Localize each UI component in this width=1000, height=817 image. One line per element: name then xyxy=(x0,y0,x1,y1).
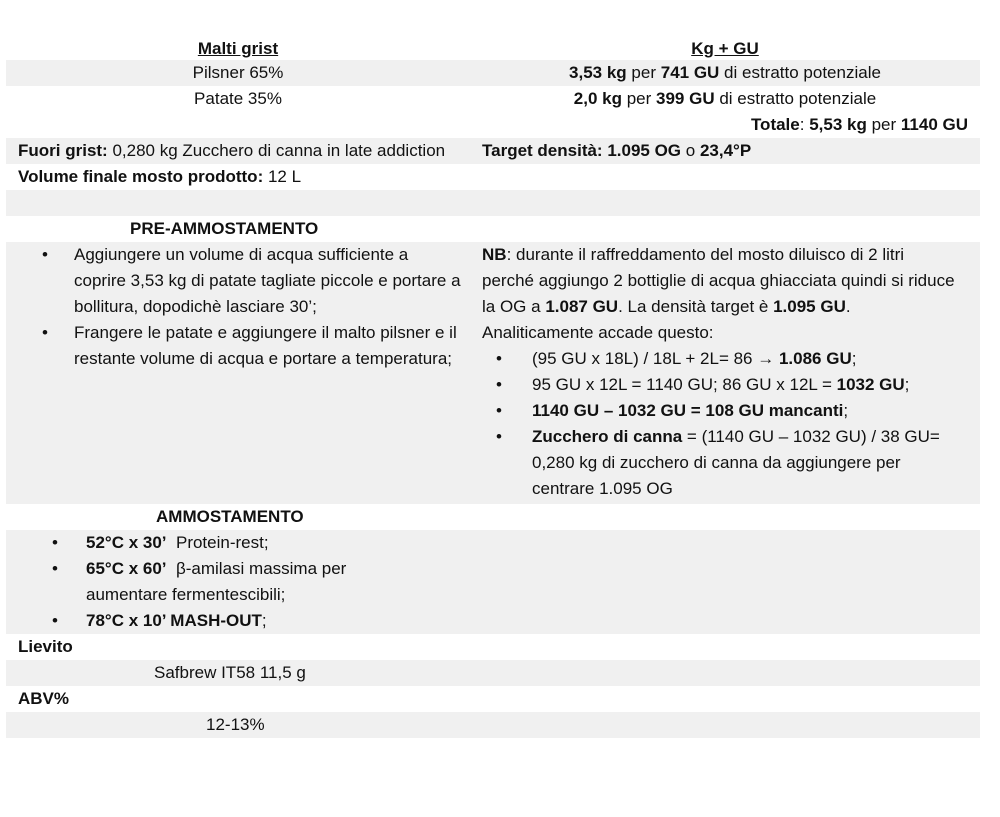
malt-name: Patate 35% xyxy=(194,89,282,108)
grist-row xyxy=(6,60,980,86)
lievito-label-row xyxy=(6,634,980,660)
bullet-icon: • xyxy=(496,375,502,394)
abv-label-row xyxy=(6,686,980,712)
ammostamento-title: AMMOSTAMENTO xyxy=(156,507,304,526)
lievito-label: Lievito xyxy=(18,637,73,656)
lievito-value-row xyxy=(6,660,980,686)
bullet-icon: • xyxy=(42,245,48,264)
malt-amount: 3,53 kg per 741 GU di estratto potenziale xyxy=(569,63,881,82)
list-item: • 95 GU x 12L = 1140 GU; 86 GU x 12L = 1032 GU; xyxy=(470,372,960,398)
abv-value-row xyxy=(6,712,980,738)
grist-header-row xyxy=(6,36,980,60)
spacer-row xyxy=(6,190,980,216)
target-density: Target densità: 1.095 OG o 23,4°P xyxy=(482,141,752,160)
nb-note: NB: durante il raffreddamento del mosto diluisco di 2 litri perché aggiungo 2 bottiglie di acqua ghiacciata quindi si riduce la OG a 1.087 GU. La densità target è 1.095 GU. Analiticamente accade questo: • (95 GU x 18L) / 18L + 2L= 86 → 1.086 GU; • 95 GU x 12L = 1140 GU; 86 GU x 12L = 1032 GU; • 1140 GU – 1032 GU = 108 GU mancanti; • Zucchero di canna = (1140 GU – 1032 GU) / 38 GU= 0,280 kg di zucchero di canna da aggiungere per centrare 1.095 OG xyxy=(470,242,980,502)
bullet-icon: • xyxy=(496,349,502,368)
list-item: • Zucchero di canna = (1140 GU – 1032 GU) / 38 GU= 0,280 kg di zucchero di canna da aggiungere per centrare 1.095 OG xyxy=(470,424,960,502)
malt-name: Pilsner 65% xyxy=(192,63,284,82)
ammostamento-steps xyxy=(6,530,426,634)
grist-total-row xyxy=(6,112,980,138)
bullet-icon: • xyxy=(52,559,58,578)
list-item: • Frangere le patate e aggiungere il malto pilsner e il restante volume di acqua e portare a temperatura; xyxy=(6,320,464,372)
lievito-value: Safbrew IT58 11,5 g xyxy=(154,663,306,682)
grist-total: Totale: 5,53 kg per 1140 GU xyxy=(750,115,968,134)
malt-amount: 2,0 kg per 399 GU di estratto potenziale xyxy=(573,89,877,108)
recipe-table xyxy=(6,36,980,738)
abv-label: ABV% xyxy=(18,689,70,708)
ammostamento-row xyxy=(6,530,980,634)
list-item: • 1140 GU – 1032 GU = 108 GU mancanti; xyxy=(470,398,960,424)
fuori-grist-row xyxy=(6,138,980,164)
abv-value: 12-13% xyxy=(206,715,265,734)
volume-row xyxy=(6,164,980,190)
ammostamento-header-row xyxy=(6,504,980,530)
bullet-icon: • xyxy=(496,427,502,446)
bullet-icon: • xyxy=(52,611,58,630)
bullet-icon: • xyxy=(496,401,502,420)
list-item: • 52°C x 30’ Protein-rest; xyxy=(6,530,426,556)
volume-finale: Volume finale mosto prodotto: 12 L xyxy=(18,167,302,186)
pre-ammostamento-title: PRE-AMMOSTAMENTO xyxy=(130,219,319,238)
list-item: • (95 GU x 18L) / 18L + 2L= 86 → 1.086 GU; xyxy=(470,346,960,372)
list-item: • 65°C x 60’ β-amilasi massima per aumentare fermentescibili; xyxy=(6,556,426,608)
bullet-icon: • xyxy=(52,533,58,552)
malti-grist-header: Malti grist xyxy=(197,39,279,58)
fuori-grist: Fuori grist: 0,280 kg Zucchero di canna in late addiction xyxy=(18,141,446,160)
grist-row xyxy=(6,86,980,112)
pre-ammostamento-row xyxy=(6,242,980,504)
kg-gu-header: Kg + GU xyxy=(691,39,759,58)
pre-ammostamento-steps xyxy=(6,242,464,372)
pre-ammostamento-header-row xyxy=(6,216,980,242)
calc-list xyxy=(470,346,960,502)
list-item: • Aggiungere un volume di acqua sufficiente a coprire 3,53 kg di patate tagliate piccole e portare a bollitura, dopodichè lasciare 30’; xyxy=(6,242,464,320)
bullet-icon: • xyxy=(42,323,48,342)
analysis-intro: Analiticamente accade questo: xyxy=(482,323,714,342)
list-item: • 78°C x 10’ MASH-OUT; xyxy=(6,608,426,634)
